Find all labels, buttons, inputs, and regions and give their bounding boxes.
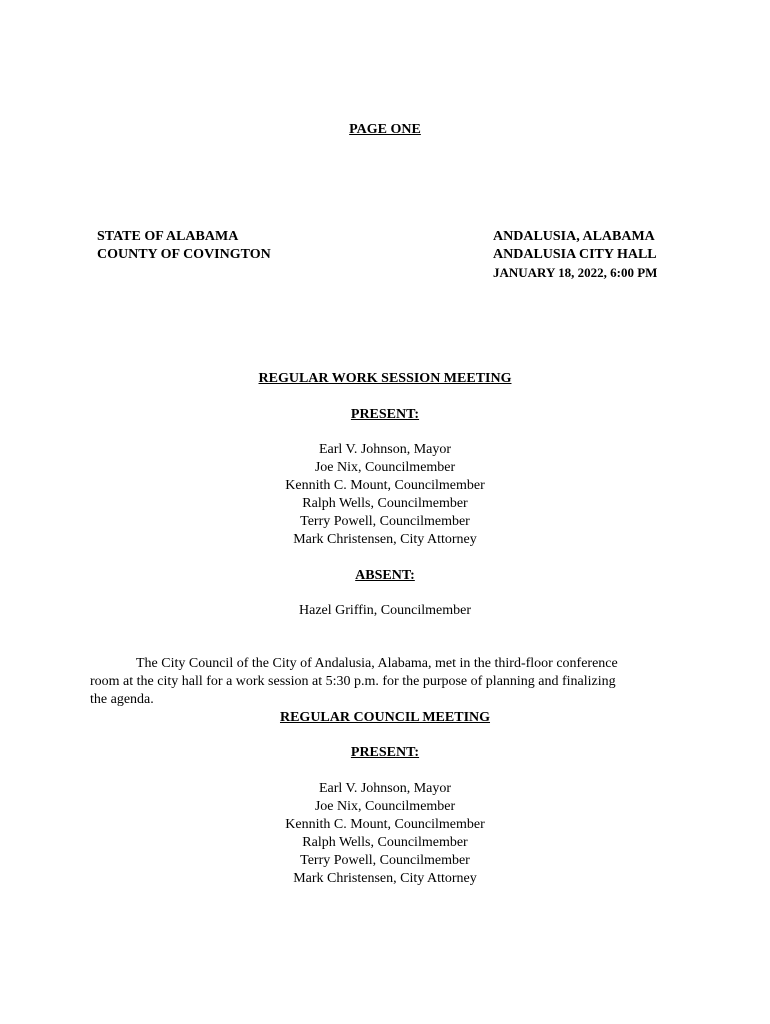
- state-line: STATE OF ALABAMA: [97, 229, 239, 244]
- header-right: [493, 228, 657, 282]
- paragraph-line: the agenda.: [90, 692, 154, 707]
- attendee: Earl V. Johnson, Mayor: [318, 781, 452, 796]
- county-line: COUNTY OF COVINGTON: [97, 247, 271, 262]
- work-session-absent-heading: ABSENT:: [355, 568, 415, 583]
- attendee: Terry Powell, Councilmember: [300, 853, 470, 868]
- work-session-present-heading: PRESENT:: [350, 407, 420, 422]
- attendee: Ralph Wells, Councilmember: [302, 835, 468, 850]
- attendee: Joe Nix, Councilmember: [314, 460, 456, 475]
- work-session-absent-list: [0, 602, 770, 620]
- council-meeting-present-heading: PRESENT:: [350, 745, 420, 760]
- council-meeting-present-list: [0, 780, 770, 888]
- work-session-present-list: [0, 441, 770, 549]
- paragraph-line: The City Council of the City of Andalusia, Alabama, met in the third-floor conference: [136, 656, 618, 671]
- work-session-heading: REGULAR WORK SESSION MEETING: [258, 371, 512, 386]
- council-meeting-heading: REGULAR COUNCIL MEETING: [279, 710, 491, 725]
- absentee: Hazel Griffin, Councilmember: [299, 603, 471, 618]
- header-left: [97, 228, 271, 264]
- attendee: Joe Nix, Councilmember: [314, 799, 456, 814]
- city-hall-line: ANDALUSIA CITY HALL: [493, 247, 657, 262]
- attendee: Ralph Wells, Councilmember: [302, 496, 468, 511]
- paragraph-line: room at the city hall for a work session at 5:30 p.m. for the purpose of planning and finalizing: [90, 674, 616, 689]
- page-title: PAGE ONE: [349, 122, 421, 137]
- work-session-paragraph: [90, 655, 670, 709]
- attendee: Kennith C. Mount, Councilmember: [285, 817, 485, 832]
- attendee: Mark Christensen, City Attorney: [293, 532, 477, 547]
- attendee: Mark Christensen, City Attorney: [293, 871, 477, 886]
- attendee: Terry Powell, Councilmember: [300, 514, 470, 529]
- meeting-date: JANUARY 18, 2022, 6:00 PM: [493, 265, 658, 280]
- attendee: Earl V. Johnson, Mayor: [318, 442, 452, 457]
- attendee: Kennith C. Mount, Councilmember: [285, 478, 485, 493]
- city-line: ANDALUSIA, ALABAMA: [493, 229, 655, 244]
